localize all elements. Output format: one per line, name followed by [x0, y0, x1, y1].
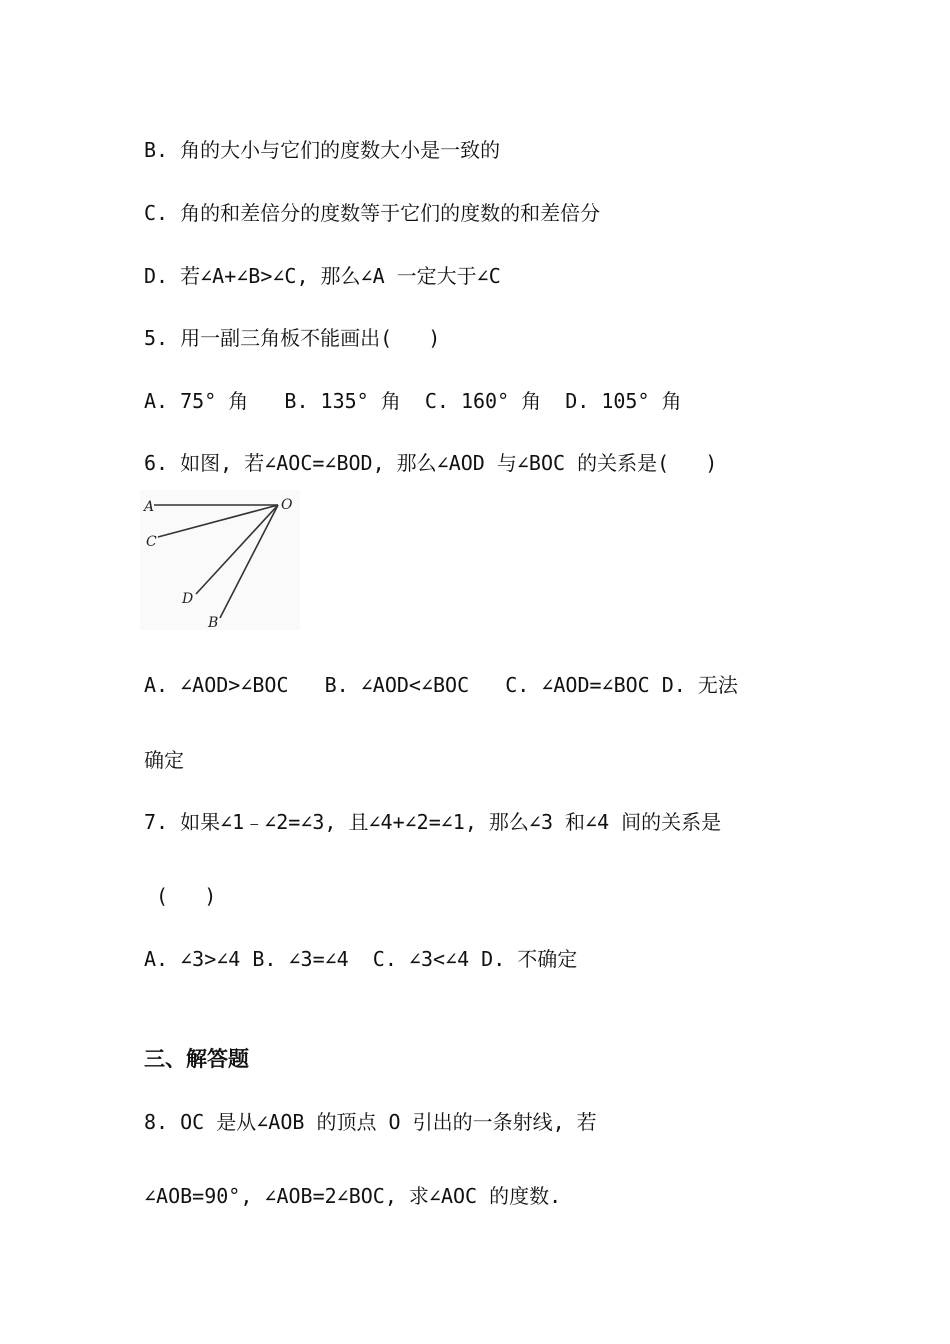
figure-background: [140, 490, 300, 630]
label-b: B: [208, 615, 219, 630]
label-a: A: [144, 499, 155, 515]
q6-options-line2: 确定: [144, 748, 184, 772]
q8-line2: ∠AOB=90°, ∠AOB=2∠BOC, 求∠AOC 的度数.: [144, 1184, 562, 1208]
section-title: 三、解答题: [144, 1047, 249, 1071]
q4-option-d: D. 若∠A+∠B>∠C, 那么∠A 一定大于∠C: [144, 264, 501, 288]
q8-line1: 8. OC 是从∠AOB 的顶点 O 引出的一条射线, 若: [144, 1110, 597, 1134]
q5-stem: 5. 用一副三角板不能画出( ): [144, 326, 441, 350]
q6-stem: 6. 如图, 若∠AOC=∠BOD, 那么∠AOD 与∠BOC 的关系是( ): [144, 451, 718, 475]
q5-options: A. 75° 角 B. 135° 角 C. 160° 角 D. 105° 角: [144, 389, 682, 413]
q7-options: A. ∠3>∠4 B. ∠3=∠4 C. ∠3<∠4 D. 不确定: [144, 947, 578, 971]
q4-option-b: B. 角的大小与它们的度数大小是一致的: [144, 138, 501, 162]
label-o: O: [281, 497, 293, 513]
angle-figure: [140, 490, 300, 630]
q7-paren: ( ): [144, 884, 217, 908]
label-d: D: [182, 591, 194, 607]
q4-option-c: C. 角的和差倍分的度数等于它们的度数的和差倍分: [144, 201, 601, 225]
q7-stem: 7. 如果∠1﹣∠2=∠3, 且∠4+∠2=∠1, 那么∠3 和∠4 间的关系是: [144, 810, 722, 834]
q6-options-line1: A. ∠AOD>∠BOC B. ∠AOD<∠BOC C. ∠AOD=∠BOC D. 无法: [144, 673, 738, 697]
label-c: C: [146, 534, 157, 550]
